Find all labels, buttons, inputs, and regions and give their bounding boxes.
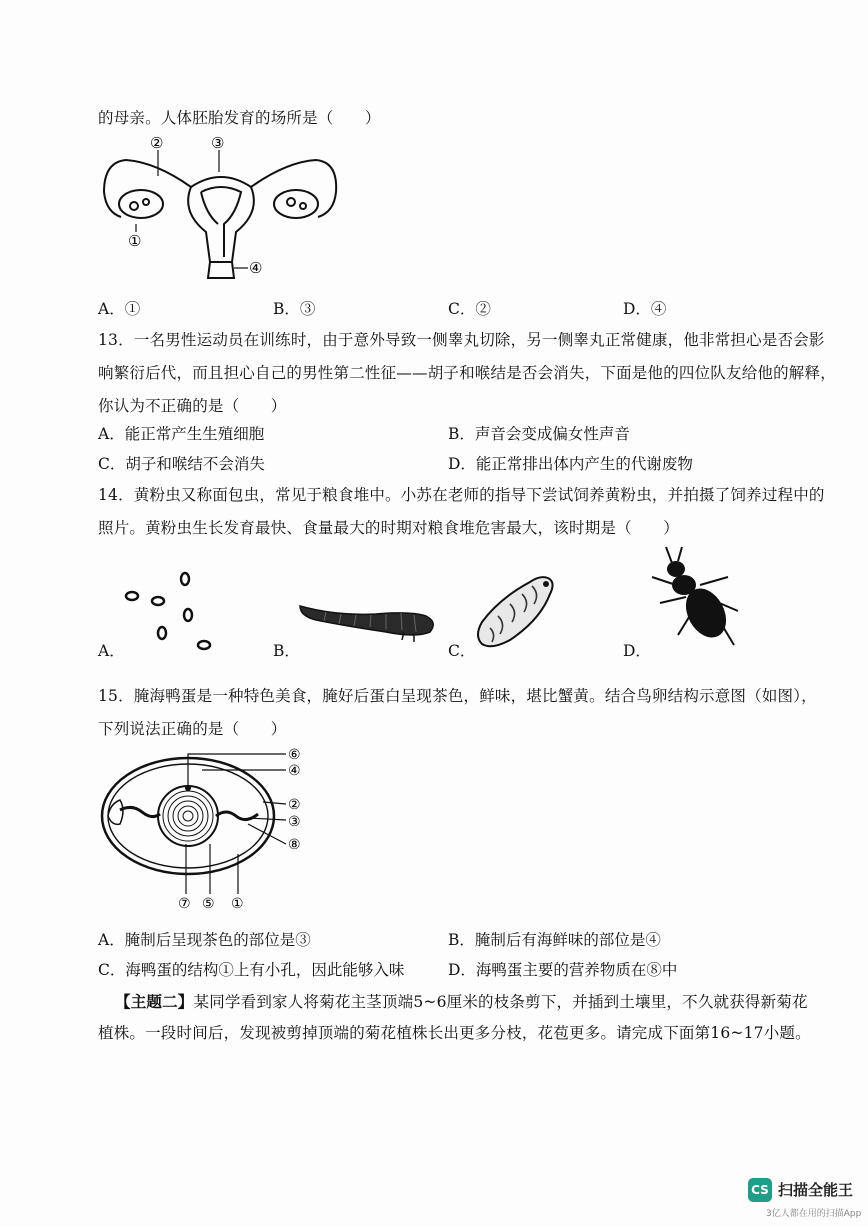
bird-egg-diagram xyxy=(98,744,316,912)
q15-line-2: 下列说法正确的是（ ） xyxy=(98,720,287,738)
beetle-image xyxy=(646,545,746,650)
q12-option-b[interactable]: B．③ xyxy=(273,300,316,318)
q13-line-1: 13．一名男性运动员在训练时，由于意外导致一侧睾丸切除，另一侧睾丸正常健康，他非常担心是否会影 xyxy=(98,331,825,349)
egg-label-2: ② xyxy=(288,797,301,813)
q13-option-c[interactable]: C．胡子和喉结不会消失 xyxy=(98,455,265,473)
q12-option-a[interactable]: A．① xyxy=(98,300,141,318)
camscanner-logo-icon: CS xyxy=(748,1178,772,1202)
q14-line-1: 14．黄粉虫又称面包虫，常见于粮食堆中。小苏在老师的指导下尝试饲养黄粉虫，并拍摄了饲养过程中的 xyxy=(98,486,825,504)
egg-label-3: ③ xyxy=(288,814,301,830)
larva-image xyxy=(296,596,441,644)
uterus-label-2: ② xyxy=(150,134,164,152)
camscanner-watermark xyxy=(748,1176,862,1220)
camscanner-tagline: 3亿人都在用的扫描App xyxy=(766,1209,862,1219)
q13-option-a[interactable]: A．能正常产生生殖细胞 xyxy=(98,425,265,443)
egg-label-8: ⑧ xyxy=(288,837,301,853)
q14-option-b[interactable]: B． xyxy=(273,642,300,660)
theme2-line-1 xyxy=(115,990,808,1012)
egg-label-6: ⑥ xyxy=(288,747,301,763)
q15-option-a[interactable]: A．腌制后呈现茶色的部位是③ xyxy=(98,931,311,949)
q13-line-3: 你认为不正确的是（ ） xyxy=(98,397,287,415)
camscanner-name: 扫描全能王 xyxy=(778,1181,854,1199)
q14-option-d[interactable]: D． xyxy=(623,642,651,660)
egg-label-4: ④ xyxy=(288,763,301,779)
q12-option-d[interactable]: D．④ xyxy=(623,300,667,318)
q12-tail-text: 的母亲。人体胚胎发育的场所是（ ） xyxy=(98,109,381,127)
theme2-tag: 【主题二】 xyxy=(115,992,194,1011)
q13-option-b[interactable]: B．声音会变成偏女性声音 xyxy=(448,425,630,443)
pupa-image xyxy=(470,570,560,652)
egg-label-5: ⑤ xyxy=(202,896,215,912)
q15-option-b[interactable]: B．腌制后有海鲜味的部位是④ xyxy=(448,931,661,949)
q14-option-a[interactable]: A． xyxy=(98,642,125,660)
q12-option-c[interactable]: C．② xyxy=(448,300,491,318)
uterus-label-3: ③ xyxy=(211,134,225,152)
egg-label-1: ① xyxy=(231,896,244,912)
insect-eggs-image xyxy=(120,565,220,655)
q15-option-d[interactable]: D．海鸭蛋主要的营养物质在⑧中 xyxy=(448,961,678,979)
q14-line-2: 照片。黄粉虫生长发育最快、食量最大的时期对粮食堆危害最大，该时期是（ ） xyxy=(98,519,679,537)
q13-line-2: 响繁衍后代，而且担心自己的男性第二性征——胡子和喉结是否会消失，下面是他的四位队友给他的解释， xyxy=(98,364,836,382)
theme2-line-1-text: 某同学看到家人将菊花主茎顶端5~6厘米的枝条剪下，并插到土壤里，不久就获得新菊花 xyxy=(193,993,808,1011)
uterus-label-4: ④ xyxy=(249,259,263,277)
q14-option-c[interactable]: C． xyxy=(448,642,476,660)
uterus-diagram xyxy=(96,132,346,282)
q15-line-1: 15．腌海鸭蛋是一种特色美食，腌好后蛋白呈现茶色，鲜味，堪比蟹黄。结合鸟卵结构示意图（如图）， xyxy=(98,687,817,705)
q15-option-c[interactable]: C．海鸭蛋的结构①上有小孔，因此能够入味 xyxy=(98,961,405,979)
uterus-label-1: ① xyxy=(128,232,142,250)
egg-label-7: ⑦ xyxy=(178,896,191,912)
q13-option-d[interactable]: D．能正常排出体内产生的代谢废物 xyxy=(448,455,693,473)
theme2-line-2: 植株。一段时间后，发现被剪掉顶端的菊花植株长出更多分枝，花苞更多。请完成下面第16~17小题。 xyxy=(98,1024,811,1042)
